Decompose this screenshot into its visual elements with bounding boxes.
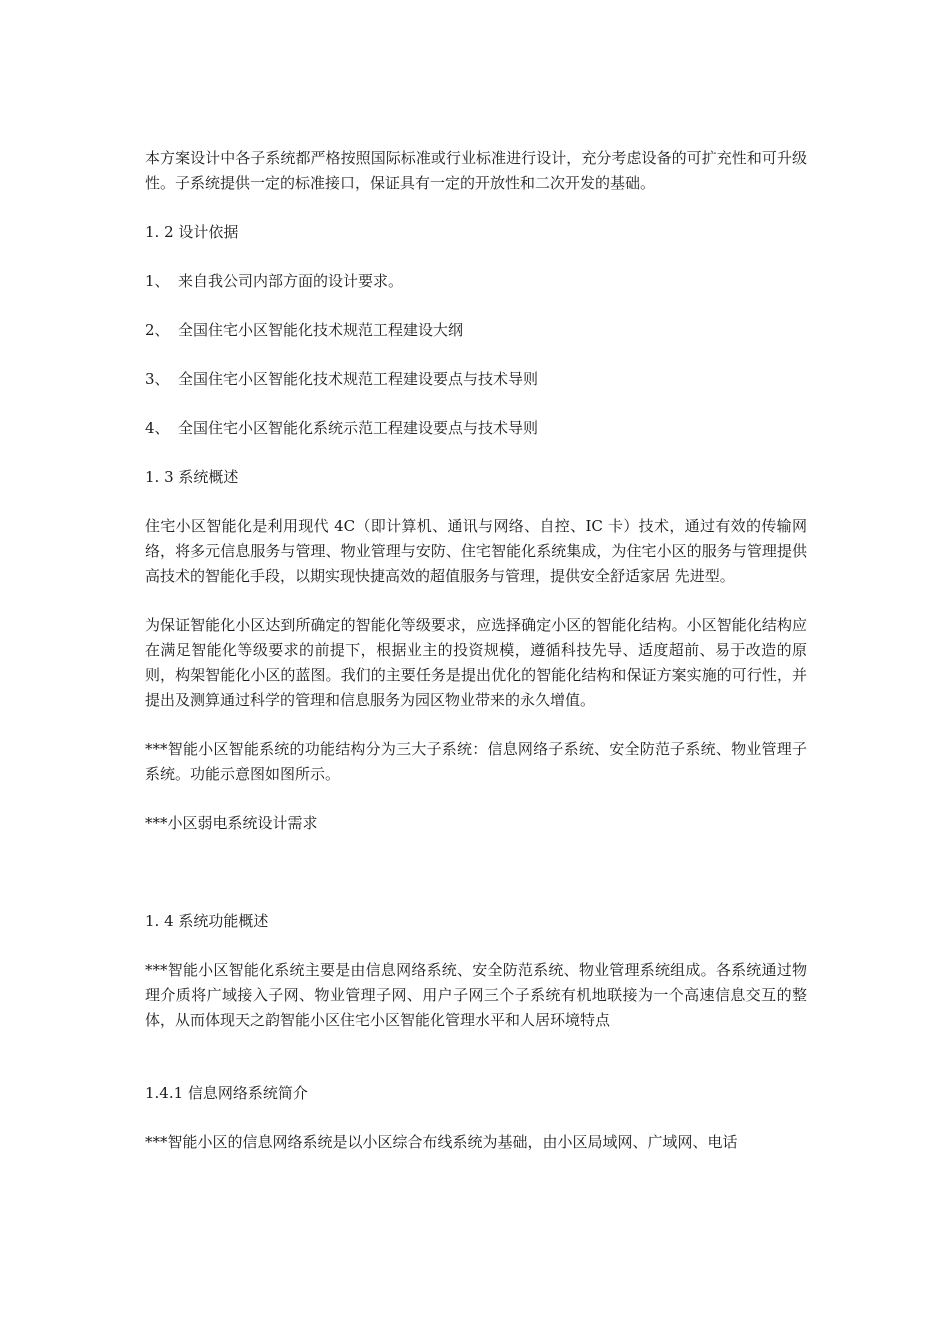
body-paragraph: ***小区弱电系统设计需求 <box>145 814 318 832</box>
section-gap <box>145 1057 807 1081</box>
body-paragraph: ***智能小区智能系统的功能结构分为三大子系统：信息网络子系统、安全防范子系统、物业管理子系统。功能示意图如图所示。 <box>145 740 807 783</box>
list-item-number: 3、 <box>145 370 170 388</box>
section-heading-1-4-1: 1.4.1 信息网络系统简介 <box>145 1084 308 1102</box>
body-paragraph: ***智能小区的信息网络系统是以小区综合布线系统为基础，由小区局域网、广域网、电话 <box>145 1133 738 1151</box>
list-item-text: 全国住宅小区智能化技术规范工程建设要点与技术导则 <box>178 370 539 388</box>
section-heading-1-4: 1. 4 系统功能概述 <box>145 912 269 930</box>
list-item-number: 1、 <box>145 272 170 290</box>
figure-gap <box>145 860 807 909</box>
list-item <box>145 367 807 392</box>
list-item-number: 4、 <box>145 419 170 437</box>
intro-paragraph: 本方案设计中各子系统都严格按照国际标准或行业标准进行设计，充分考虑设备的可扩充性和可升级性。子系统提供一定的标准接口，保证具有一定的开放性和二次开发的基础。 <box>145 149 807 192</box>
section-heading-1-3: 1. 3 系统概述 <box>145 468 239 486</box>
list-item-text: 全国住宅小区智能化系统示范工程建设要点与技术导则 <box>178 419 539 437</box>
section-heading-1-2: 1. 2 设计依据 <box>145 223 239 241</box>
list-item <box>145 269 807 294</box>
list-item-text: 来自我公司内部方面的设计要求。 <box>178 272 404 290</box>
list-item-number: 2、 <box>145 321 170 339</box>
list-item <box>145 416 807 441</box>
body-paragraph: 住宅小区智能化是利用现代 4C（即计算机、通讯与网络、自控、IC 卡）技术，通过有效的传输网络，将多元信息服务与管理、物业管理与安防、住宅智能化系统集成，为住宅小区的服务与管理提供高技术的智能化手段，以期实现快捷高效的超值服务与管理，提供安全舒适家居 先进型。 <box>145 517 807 585</box>
list-item <box>145 318 807 343</box>
body-paragraph: ***智能小区智能化系统主要是由信息网络系统、安全防范系统、物业管理系统组成。各系统通过物理介质将广域接入子网、物业管理子网、用户子网三个子系统有机地联接为一个高速信息交互的整体，从而体现天之韵智能小区住宅小区智能化管理水平和人居环境特点 <box>145 961 807 1029</box>
body-paragraph: 为保证智能化小区达到所确定的智能化等级要求，应选择确定小区的智能化结构。小区智能化结构应在满足智能化等级要求的前提下，根据业主的投资规模，遵循科技先导、适度超前、易于改造的原则，构架智能化小区的蓝图。我们的主要任务是提出优化的智能化结构和保证方案实施的可行性，并提出及测算通过科学的管理和信息服务为园区物业带来的永久增值。 <box>145 616 807 709</box>
list-item-text: 全国住宅小区智能化技术规范工程建设大纲 <box>178 321 464 339</box>
document-page <box>145 146 807 1179</box>
